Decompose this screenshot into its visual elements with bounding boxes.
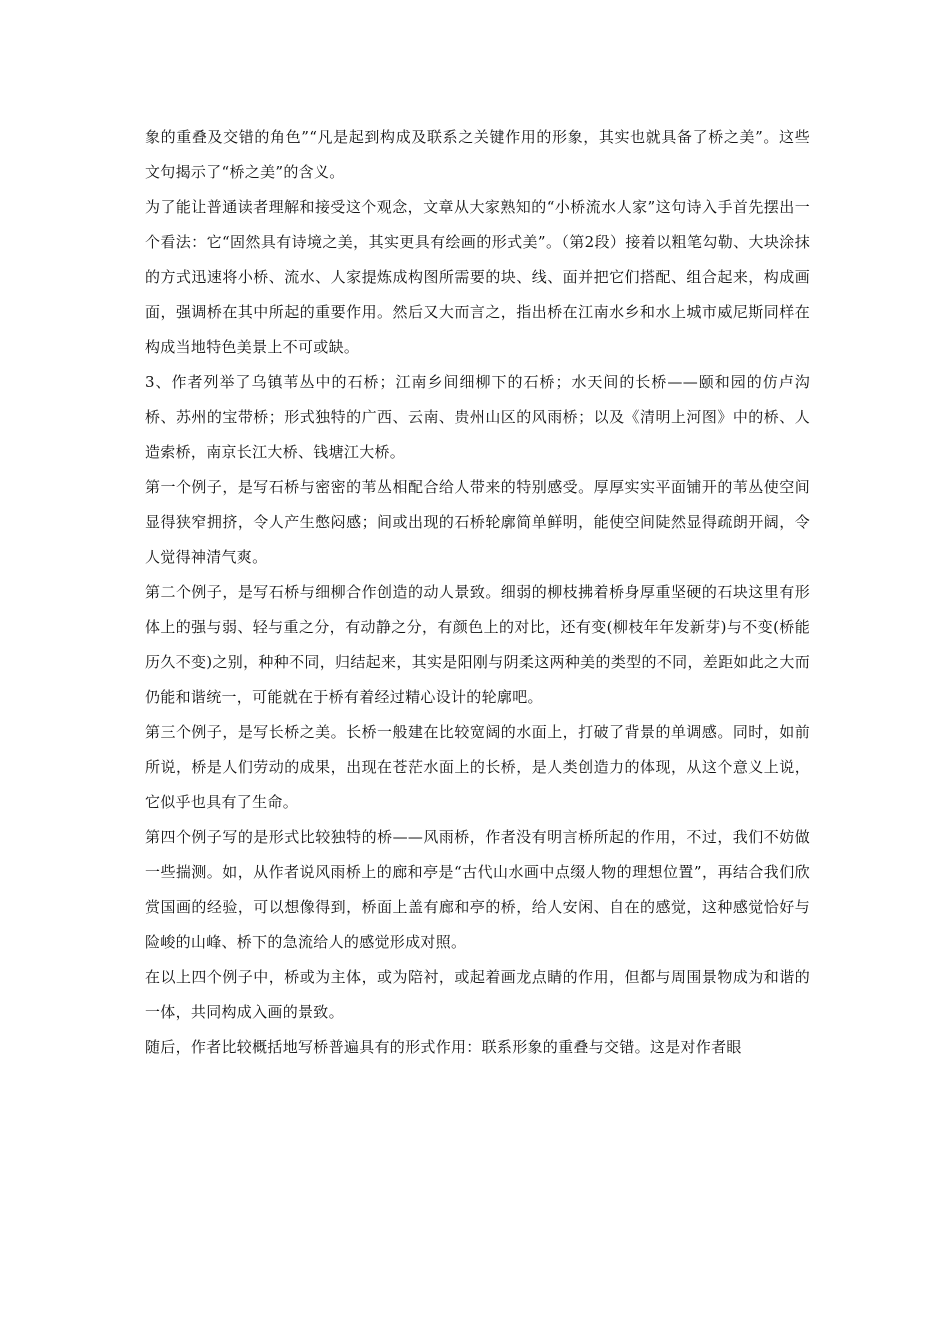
paragraph-7: 第四个例子写的是形式比较独特的桥——风雨桥，作者没有明言桥所起的作用，不过，我们不妨做一些揣测。如，从作者说风雨桥上的廊和亭是“古代山水画中点缀人物的理想位置”，再结合我们欣赏国画的经验，可以想像得到，桥面上盖有廊和亭的桥，给人安闲、自在的感觉，这种感觉恰好与险峻的山峰、桥下的急流给人的感觉形成对照。: [145, 828, 810, 951]
paragraph-5: 第二个例子，是写石桥与细柳合作创造的动人景致。细弱的柳枝拂着桥身厚重坚硬的石块这里有形体上的强与弱、轻与重之分，有动静之分，有颜色上的对比，还有变(柳枝年年发新芽)与不变(桥能历久不变)之别，种种不同，归结起来，其实是阳刚与阴柔这两种美的类型的不同，差距如此之大而仍能和谐统一，可能就在于桥有着经过精心设计的轮廓吧。: [145, 583, 810, 706]
paragraph-9: 随后，作者比较概括地写桥普遍具有的形式作用：联系形象的重叠与交错。这是对作者眼: [145, 1038, 742, 1056]
paragraph-1: 象的重叠及交错的角色”“凡是起到构成及联系之关键作用的形象，其实也就具备了桥之美”。这些文句揭示了“桥之美”的含义。: [145, 128, 810, 181]
paragraph-6: 第三个例子，是写长桥之美。长桥一般建在比较宽阔的水面上，打破了背景的单调感。同时，如前所说，桥是人们劳动的成果，出现在苍茫水面上的长桥，是人类创造力的体现，从这个意义上说，它似乎也具有了生命。: [145, 723, 810, 811]
body-text: [145, 120, 810, 1065]
paragraph-3: 3、作者列举了乌镇苇丛中的石桥；江南乡间细柳下的石桥；水天间的长桥——颐和园的仿卢沟桥、苏州的宝带桥；形式独特的广西、云南、贵州山区的风雨桥；以及《清明上河图》中的桥、人造索桥，南京长江大桥、钱塘江大桥。: [145, 373, 810, 461]
paragraph-4: 第一个例子，是写石桥与密密的苇丛相配合给人带来的特别感受。厚厚实实平面铺开的苇丛使空间显得狭窄拥挤，令人产生憋闷感；间或出现的石桥轮廓简单鲜明，能使空间陡然显得疏朗开阔，令人觉得神清气爽。: [145, 478, 810, 566]
paragraph-8: 在以上四个例子中，桥或为主体，或为陪衬，或起着画龙点睛的作用，但都与周围景物成为和谐的一体，共同构成入画的景致。: [145, 968, 810, 1021]
paragraph-2: 为了能让普通读者理解和接受这个观念，文章从大家熟知的“小桥流水人家”这句诗入手首先摆出一个看法：它“固然具有诗境之美，其实更具有绘画的形式美”。（第2段）接着以粗笔勾勒、大块涂抹的方式迅速将小桥、流水、人家提炼成构图所需要的块、线、面并把它们搭配、组合起来，构成画面，强调桥在其中所起的重要作用。然后又大而言之，指出桥在江南水乡和水上城市威尼斯同样在构成当地特色美景上不可或缺。: [145, 198, 810, 356]
